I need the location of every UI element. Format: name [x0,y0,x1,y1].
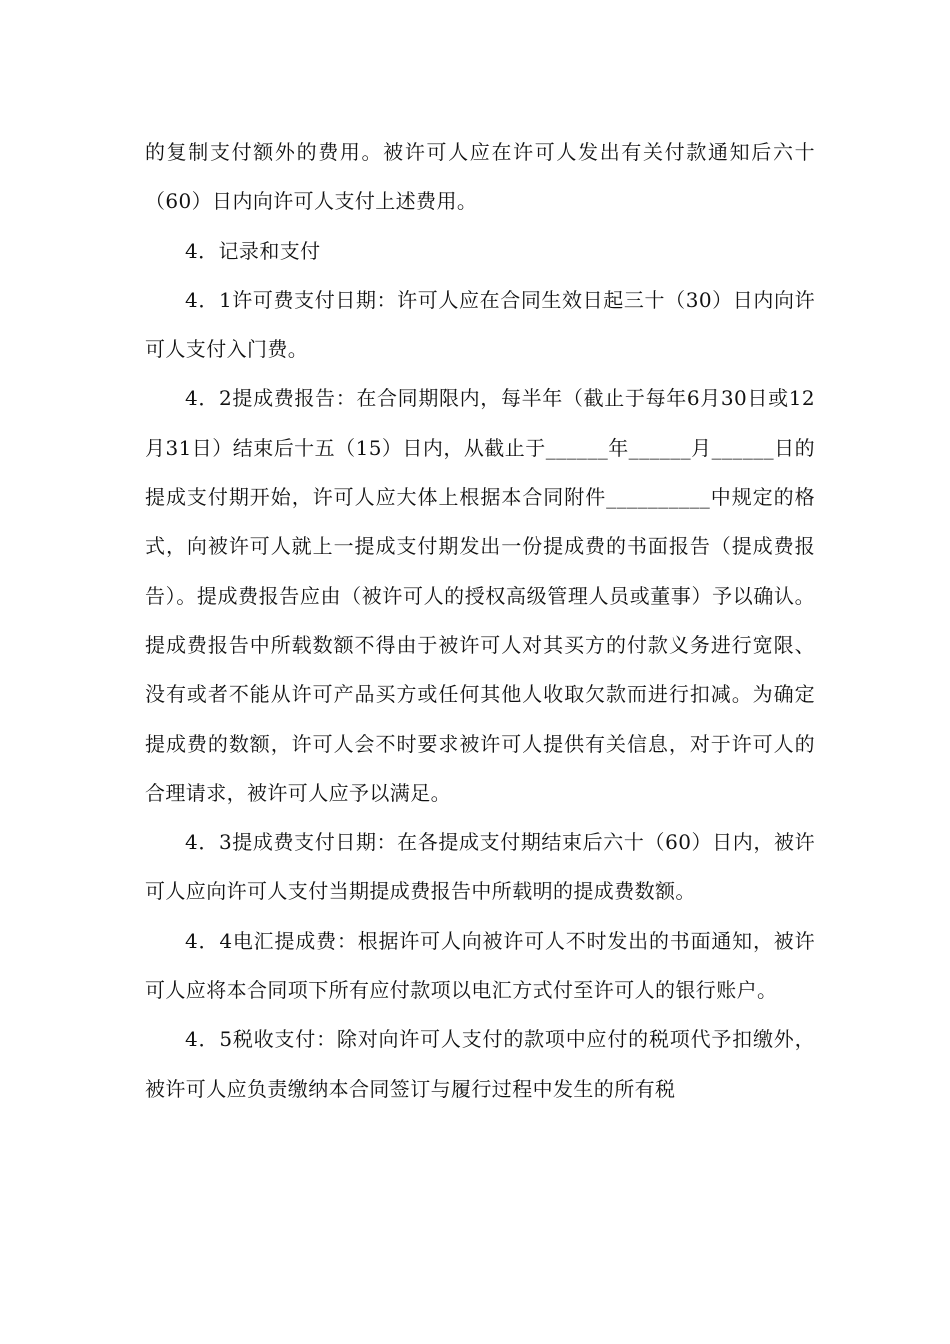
document-body [145,128,815,1114]
clause-4-3: 4．3提成费支付日期：在各提成支付期结束后六十（60）日内，被许可人应向许可人支付当期提成费报告中所载明的提成费数额。 [145,830,815,904]
clause-4-2: 4．2提成费报告：在合同期限内，每半年（截止于每年6月30日或12月31日）结束后十五（15）日内，从截止于______年______月______日的提成支付期开始，许可人应大体上根据本合同附件__________中规定的格式，向被许可人就上一提成支付期发出一份提成费的书面报告（提成费报告）。提成费报告应由（被许可人的授权高级管理人员或董事）予以确认。提成费报告中所载数额不得由于被许可人对其买方的付款义务进行宽限、没有或者不能从许可产品买方或任何其他人收取欠款而进行扣减。为确定提成费的数额，许可人会不时要求被许可人提供有关信息，对于许可人的合理请求，被许可人应予以满足。 [145,386,815,805]
clause-4-4: 4．4电汇提成费：根据许可人向被许可人不时发出的书面通知，被许可人应将本合同项下所有应付款项以电汇方式付至许可人的银行账户。 [145,928,815,1003]
clause-4-5: 4．5税收支付：除对向许可人支付的款项中应付的税项代予扣缴外，被许可人应负责缴纳本合同签订与履行过程中发生的所有税 [145,1027,815,1101]
clause-4-1: 4．1许可费支付日期：许可人应在合同生效日起三十（30）日内向许可人支付入门费。 [145,287,815,362]
section-heading-4: 4．记录和支付 [185,238,321,263]
paragraph-continuation: 的复制支付额外的费用。被许可人应在许可人发出有关付款通知后六十（60）日内向许可人支付上述费用。 [145,140,815,214]
